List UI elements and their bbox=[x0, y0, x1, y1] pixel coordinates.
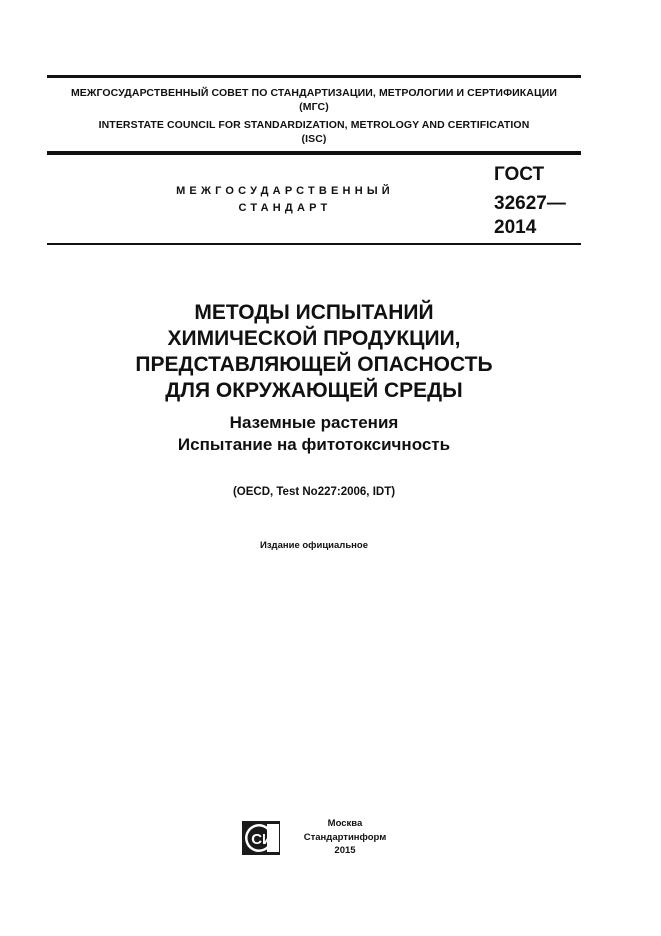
title-line-3: ПРЕДСТАВЛЯЮЩЕЙ ОПАСНОСТЬ bbox=[135, 353, 493, 376]
header-thick-rule bbox=[47, 151, 581, 155]
publisher-city: Москва bbox=[327, 818, 363, 829]
title-line-4: ДЛЯ ОКРУЖАЮЩЕЙ СРЕДЫ bbox=[165, 379, 463, 402]
council-ru-name: МЕЖГОСУДАРСТВЕННЫЙ СОВЕТ ПО СТАНДАРТИЗАЦИИ, МЕТРОЛОГИИ И СЕРТИФИКАЦИИ bbox=[70, 87, 558, 99]
title-line-2: ХИМИЧЕСКОЙ ПРОДУКЦИИ, bbox=[167, 327, 461, 350]
council-en-name: INTERSTATE COUNCIL FOR STANDARDIZATION, METROLOGY AND CERTIFICATION bbox=[98, 119, 530, 131]
council-header bbox=[47, 86, 581, 146]
subtitle-line-2: Испытание на фитотоксичность bbox=[177, 435, 451, 454]
standard-type-line2: СТАНДАРТ bbox=[238, 202, 332, 214]
edition-label: Издание официальное bbox=[260, 540, 368, 551]
standartinform-logo-icon bbox=[241, 820, 281, 856]
oecd-reference: (OECD, Test No227:2006, IDT) bbox=[232, 486, 396, 498]
title-line-1: МЕТОДЫ ИСПЫТАНИЙ bbox=[194, 301, 434, 324]
document-title bbox=[47, 300, 581, 404]
standard-type-label bbox=[150, 183, 420, 217]
publisher-year: 2015 bbox=[334, 845, 356, 856]
council-ru-abbr: (МГС) bbox=[299, 101, 329, 113]
publisher-name: Стандартинформ bbox=[303, 831, 387, 843]
council-en-abbr: (ISC) bbox=[301, 133, 327, 145]
publisher-info bbox=[280, 817, 410, 858]
document-subtitle bbox=[47, 412, 581, 456]
top-rule bbox=[47, 75, 581, 78]
standard-type-line1: МЕЖГОСУДАРСТВЕННЫЙ bbox=[176, 185, 394, 197]
gost-designation bbox=[494, 163, 566, 240]
logo-text: СИ bbox=[251, 831, 273, 848]
designation-rule bbox=[47, 243, 581, 245]
subtitle-line-1: Наземные растения bbox=[229, 413, 399, 432]
gost-year: 2014 bbox=[494, 217, 537, 238]
gost-prefix: ГОСТ bbox=[494, 164, 545, 185]
gost-number: 32627— bbox=[494, 193, 566, 214]
